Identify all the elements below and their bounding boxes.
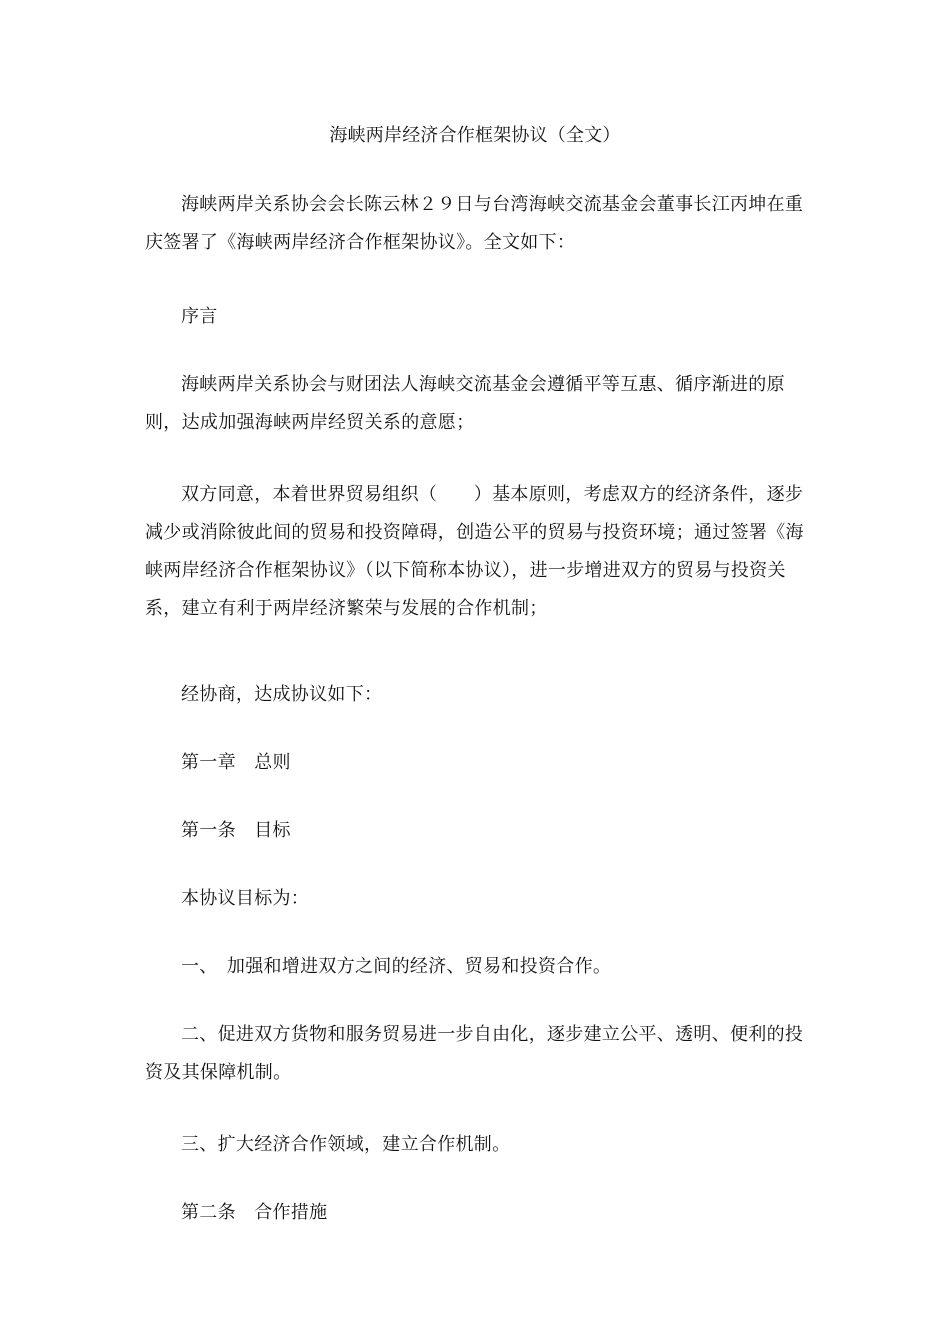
paragraph-agreement-purpose: 双方同意，本着世界贸易组织（ ）基本原则，考虑双方的经济条件，逐步减少或消除彼此间的贸易和投资障碍，创造公平的贸易与投资环境；通过签署《海峡两岸经济合作框架协议》（以下简称本协议），进一步增进双方的贸易与投资关系，建立有利于两岸经济繁荣与发展的合作机制； <box>145 484 804 619</box>
paragraph-goals-intro: 本协议目标为： <box>181 888 310 909</box>
heading-chapter-one: 第一章 总则 <box>181 752 291 773</box>
document-title: 海峡两岸经济合作框架协议（全文） <box>329 125 621 146</box>
paragraph-consultation: 经协商，达成协议如下： <box>181 684 383 705</box>
heading-article-two: 第二条 合作措施 <box>181 1202 328 1223</box>
paragraph-principles: 海峡两岸关系协会与财团法人海峡交流基金会遵循平等互惠、循序渐进的原则，达成加强海峡两岸经贸关系的意愿； <box>145 374 785 433</box>
list-item-goal-two: 二、促进双方货物和服务贸易进一步自由化，逐步建立公平、透明、便利的投资及其保障机制。 <box>145 1024 804 1083</box>
heading-preface: 序言 <box>181 306 218 327</box>
paragraph-signing: 海峡两岸关系协会会长陈云林２９日与台湾海峡交流基金会董事长江丙坤在重庆签署了《海峡两岸经济合作框架协议》。全文如下： <box>145 194 804 253</box>
heading-article-one: 第一条 目标 <box>181 820 291 841</box>
list-item-goal-one: 一、 加强和增进双方之间的经济、贸易和投资合作。 <box>181 956 612 977</box>
list-item-goal-three: 三、扩大经济合作领域，建立合作机制。 <box>181 1134 511 1155</box>
